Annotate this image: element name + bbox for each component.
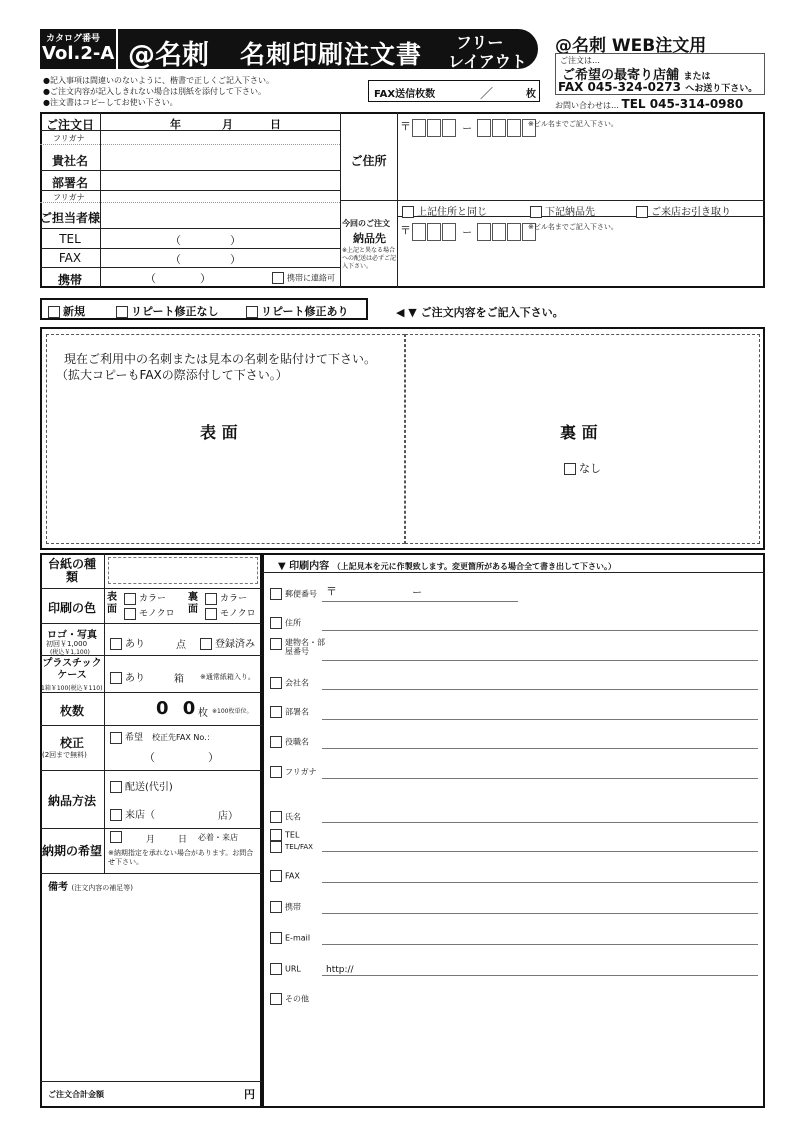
- repeat-no-change-checkbox[interactable]: [116, 306, 128, 318]
- furigana-row[interactable]: [270, 766, 317, 778]
- postal-mark-2: 〒: [400, 224, 411, 237]
- person-label: ご担当者様: [40, 211, 101, 225]
- address-row[interactable]: [270, 617, 301, 629]
- title-label: 役職名: [285, 737, 309, 747]
- remarks-note: (注文内容の補足等): [71, 884, 133, 892]
- tel-line: TEL 045-314-0980: [621, 97, 744, 111]
- front-color-checkbox[interactable]: [124, 593, 136, 605]
- paste-instruction-2: （拡大コピーもFAXの際添付して下さい。）: [56, 368, 288, 382]
- mobile-row[interactable]: [270, 901, 301, 913]
- email-label: E-mail: [285, 933, 311, 943]
- due-note: ※納期指定を承れない場合があります。お問合せ下さい。: [108, 849, 254, 866]
- store-label: 来店（: [125, 810, 155, 821]
- postal-row[interactable]: [270, 588, 317, 600]
- delivery-method-label: 納品方法: [47, 794, 96, 808]
- store-checkbox[interactable]: [110, 809, 122, 821]
- tel-fax-label: TEL/FAX: [285, 843, 313, 851]
- sheets-label: 枚数: [59, 704, 84, 718]
- back-side-label: 裏面: [188, 592, 198, 615]
- logo-price: 初回￥1,000: [46, 640, 88, 648]
- remarks-title: 備考: [48, 882, 68, 893]
- postal-digit[interactable]: [427, 223, 441, 241]
- title-checkbox[interactable]: [270, 736, 282, 748]
- front-label: 表 面: [200, 423, 238, 442]
- notes: [43, 75, 274, 108]
- postal-digit[interactable]: [427, 119, 441, 137]
- due-required: 必着・来店: [198, 833, 238, 842]
- case-price: 1箱￥100(税込￥110): [41, 685, 103, 692]
- back-none-checkbox[interactable]: [564, 463, 576, 475]
- repeat-change-checkbox[interactable]: [246, 306, 258, 318]
- brand-logo: @名刺: [128, 40, 209, 71]
- address-label: ご住所: [350, 154, 387, 168]
- total-yen: 円: [244, 1088, 255, 1101]
- other-checkbox[interactable]: [270, 993, 282, 1005]
- name-label: 氏名: [285, 812, 301, 822]
- tel-checkbox[interactable]: [270, 829, 282, 841]
- due-day: 日: [178, 835, 188, 845]
- logo-registered-option[interactable]: [200, 635, 255, 650]
- fax-line: [558, 80, 757, 94]
- proof-request-label: 希望: [125, 733, 144, 743]
- fax-label-print: FAX: [285, 871, 300, 881]
- below-delivery-label: 下記納品先: [545, 207, 595, 218]
- back-none-label: なし: [579, 462, 601, 475]
- order-date-label: ご注文日: [45, 118, 94, 132]
- building-note-1: ※ビル名までご記入下さい。: [528, 120, 618, 128]
- dept-checkbox[interactable]: [270, 706, 282, 718]
- postal-dash-1: ー: [462, 124, 473, 135]
- back-color-option[interactable]: [205, 591, 247, 605]
- postal-digit[interactable]: [442, 119, 456, 137]
- same-address-label: 上記住所と同じ: [417, 207, 487, 218]
- logo-registered-checkbox[interactable]: [200, 638, 212, 650]
- catalog-label: カタログ番号: [46, 34, 101, 44]
- web-order-title: @名刺 WEB注文用: [555, 36, 707, 56]
- sheets-note: ※100枚単位。: [212, 708, 253, 715]
- proof-label: 校正: [59, 736, 84, 750]
- note-2: ●ご注文内容が記入しきれない場合は別紙を添付して下さい。: [43, 87, 266, 96]
- due-month: 月: [146, 835, 156, 845]
- dept-row[interactable]: [270, 706, 309, 718]
- postal-digit[interactable]: [477, 119, 491, 137]
- tel-fax-checkbox[interactable]: [270, 841, 282, 853]
- new-label: 新規: [63, 305, 85, 318]
- pickup-checkbox[interactable]: [636, 206, 648, 218]
- front-mono-option[interactable]: [124, 606, 175, 620]
- delivery-title-1: 今回のご注文: [342, 219, 390, 228]
- building-note-2: ※ビル名までご記入下さい。: [528, 223, 618, 231]
- fax-line-text: FAX 045-324-0273: [558, 80, 681, 94]
- url-row[interactable]: [270, 963, 301, 975]
- fax-suffix: へお送り下さい。: [685, 84, 758, 94]
- year-label: 年: [170, 118, 181, 131]
- logo-label: ロゴ・写真: [47, 630, 97, 641]
- new-option[interactable]: [48, 303, 85, 319]
- sheets-unit: 枚: [198, 708, 208, 719]
- pickup-label: ご来店お引き取り: [651, 207, 731, 218]
- repeat-change-option[interactable]: [246, 303, 349, 319]
- postal-digit[interactable]: [477, 223, 491, 241]
- remarks-label: [48, 878, 133, 893]
- postal-boxes-2[interactable]: [412, 221, 537, 241]
- fax-unit: 枚: [526, 89, 536, 100]
- mobile-contact-checkbox[interactable]: [272, 272, 284, 284]
- logo-registered-label: 登録済み: [215, 639, 255, 650]
- postal-dash-print: ー: [412, 588, 422, 599]
- due-date-checkbox[interactable]: [110, 831, 122, 843]
- title-row[interactable]: [270, 736, 309, 748]
- due-date-option[interactable]: [110, 831, 125, 843]
- furigana-label: フリガナ: [285, 767, 317, 777]
- print-content-title: [278, 557, 616, 572]
- fax-checkbox[interactable]: [270, 870, 282, 882]
- building-row[interactable]: [270, 638, 325, 656]
- paper-type-label: 台紙の種類: [47, 557, 96, 584]
- delivery-note: ※上記と異なる場合への配送は必ずご記入下さい。: [342, 247, 397, 270]
- case-yes-option[interactable]: [110, 669, 145, 684]
- furigana-label: フリガナ: [53, 134, 85, 143]
- email-checkbox[interactable]: [270, 932, 282, 944]
- postal-digit[interactable]: [507, 119, 521, 137]
- proof-request-option[interactable]: [110, 730, 143, 744]
- fax-paren-close: ）: [230, 253, 241, 266]
- url-checkbox[interactable]: [270, 963, 282, 975]
- name-row[interactable]: [270, 811, 301, 823]
- delivery-title-2: 納品先: [353, 232, 386, 245]
- same-address-checkbox[interactable]: [402, 206, 414, 218]
- due-label: 納期の希望: [41, 844, 102, 858]
- total-label: ご注文合計金額: [48, 1090, 104, 1099]
- back-color-label: カラー: [220, 594, 248, 604]
- other-label: その他: [285, 994, 309, 1004]
- below-delivery-option[interactable]: [530, 203, 595, 218]
- building-checkbox[interactable]: [270, 638, 282, 650]
- layout-label-2: レイアウト: [448, 52, 527, 71]
- day-label: 日: [270, 118, 281, 131]
- dept-label: 部署名: [285, 707, 309, 717]
- ship-checkbox[interactable]: [110, 781, 122, 793]
- back-mono-label: モノクロ: [220, 609, 256, 619]
- case-note: ※通常紙箱入り。: [200, 673, 255, 681]
- furigana-checkbox[interactable]: [270, 766, 282, 778]
- proof-fax: 校正先FAX No.：: [152, 733, 215, 742]
- contact-prefix: お問い合わせは…: [555, 101, 619, 110]
- postal-digit[interactable]: [507, 223, 521, 241]
- company-checkbox[interactable]: [270, 677, 282, 689]
- repeat-no-change-option[interactable]: [116, 303, 219, 319]
- proof-request-checkbox[interactable]: [110, 732, 122, 744]
- tel-fax-row[interactable]: [270, 841, 313, 853]
- name-checkbox[interactable]: [270, 811, 282, 823]
- building-label: 建物名・部屋番号: [285, 638, 325, 656]
- other-row[interactable]: [270, 993, 309, 1005]
- vol-label: Vol.2-A: [42, 43, 115, 64]
- address-checkbox[interactable]: [270, 617, 282, 629]
- front-mono-label: モノクロ: [139, 609, 175, 619]
- print-content-table: [262, 553, 765, 1108]
- proof-paren-close: ）: [208, 751, 219, 764]
- repeat-no-change-label: リピート修正なし: [131, 305, 219, 318]
- logo-yes-label: あり: [125, 639, 145, 650]
- email-row[interactable]: [270, 932, 310, 944]
- order-to: ご注文は…: [560, 56, 600, 65]
- repeat-change-label: リピート修正あり: [261, 305, 349, 318]
- url-label: URL: [285, 964, 301, 974]
- back-mono-option[interactable]: [205, 606, 256, 620]
- postal-digit[interactable]: [492, 223, 506, 241]
- postal-dash-2: ー: [462, 228, 473, 239]
- case-yes-checkbox[interactable]: [110, 672, 122, 684]
- note-1: ●記入事項は間違いのないように、楷書で正しくご記入下さい。: [43, 76, 274, 85]
- new-checkbox[interactable]: [48, 306, 60, 318]
- tel-paren-close: ）: [230, 234, 241, 247]
- postal-label: 郵便番号: [285, 589, 317, 599]
- back-label: 裏 面: [560, 423, 598, 442]
- logo-points: 点: [176, 640, 186, 651]
- paste-instruction-1: 現在ご利用中の名刺または見本の名刺を貼付けて下さい。: [64, 352, 377, 366]
- back-none-option[interactable]: [564, 460, 601, 476]
- mobile-label-print: 携帯: [285, 902, 301, 912]
- postal-digit[interactable]: [412, 119, 426, 137]
- store-option[interactable]: [110, 806, 155, 821]
- contact-line: [555, 97, 743, 111]
- case-label: プラスチックケース: [42, 658, 102, 681]
- address-label: 住所: [285, 618, 301, 628]
- postal-digit[interactable]: [442, 223, 456, 241]
- fax-paren-open: （: [170, 253, 181, 266]
- tel-label-print: TEL: [285, 830, 300, 840]
- postal-digit[interactable]: [412, 223, 426, 241]
- layout-label-1: フリー: [456, 33, 504, 52]
- fax-row[interactable]: [270, 870, 300, 882]
- back-color-checkbox[interactable]: [205, 593, 217, 605]
- company-label: 会社名: [285, 678, 309, 688]
- front-side-label: 表面: [107, 592, 117, 615]
- ship-option[interactable]: [110, 778, 173, 793]
- url-prefix: http://: [326, 965, 354, 975]
- fax-count-label: FAX送信枚数: [374, 89, 436, 100]
- note-3: ●注文書はコピーしてお使い下さい。: [43, 98, 178, 107]
- postal-boxes-1[interactable]: [412, 117, 537, 137]
- logo-price-tax: (税込￥1,100): [50, 649, 90, 656]
- case-box-unit: 箱: [174, 674, 184, 685]
- print-subtitle: （上記見本を元に作製致します。変更箇所がある場合全て書き出して下さい。）: [332, 562, 617, 571]
- sheets-value: 0 0: [156, 698, 200, 719]
- dept-label: 部署名: [51, 176, 88, 190]
- pickup-option[interactable]: [636, 203, 731, 218]
- order-instruction: ◀ ▼ ご注文内容をご記入下さい。: [396, 306, 564, 319]
- company-row[interactable]: [270, 677, 309, 689]
- postal-checkbox[interactable]: [270, 588, 282, 600]
- mobile-paren-open: （: [145, 272, 156, 285]
- tel-label: TEL: [59, 232, 81, 246]
- mobile-label: 携帯: [57, 273, 82, 287]
- proof-paren-open: （: [144, 751, 155, 764]
- same-address-option[interactable]: [402, 203, 487, 218]
- proof-note: (2回まで無料): [42, 751, 87, 759]
- mobile-contact-label: 携帯に連絡可: [287, 273, 335, 283]
- mobile-checkbox[interactable]: [270, 901, 282, 913]
- print-title: ▼ 印刷内容: [278, 561, 330, 572]
- store-suffix: 店）: [218, 811, 238, 822]
- logo-yes-option[interactable]: [110, 635, 145, 650]
- store-or: または: [683, 72, 711, 82]
- postal-mark-print: 〒: [326, 585, 337, 598]
- furigana2-label: フリガナ: [53, 193, 85, 202]
- mobile-paren-close: ）: [200, 272, 211, 285]
- tel-row[interactable]: [270, 829, 299, 841]
- paper-type-input[interactable]: [108, 557, 258, 584]
- back-mono-checkbox[interactable]: [205, 608, 217, 620]
- logo-yes-checkbox[interactable]: [110, 638, 122, 650]
- month-label: 月: [222, 118, 233, 131]
- company-label: 貴社名: [51, 154, 88, 168]
- postal-digit[interactable]: [492, 119, 506, 137]
- store-line-text: ご希望の最寄り店舗: [562, 68, 680, 83]
- ship-label: 配送(代引): [125, 782, 173, 793]
- front-mono-checkbox[interactable]: [124, 608, 136, 620]
- fax-label: FAX: [58, 251, 82, 265]
- fax-slash: ／: [480, 87, 494, 102]
- postal-mark-1: 〒: [400, 120, 411, 133]
- case-yes-label: あり: [125, 673, 145, 684]
- mobile-contact-ok[interactable]: [272, 272, 335, 284]
- remarks-input[interactable]: [44, 892, 258, 1078]
- page-title: 名刺印刷注文書: [240, 40, 423, 69]
- print-color-label: 印刷の色: [47, 601, 96, 615]
- below-delivery-checkbox[interactable]: [530, 206, 542, 218]
- front-color-label: カラー: [139, 594, 167, 604]
- tel-paren-open: （: [170, 234, 181, 247]
- front-color-option[interactable]: [124, 591, 166, 605]
